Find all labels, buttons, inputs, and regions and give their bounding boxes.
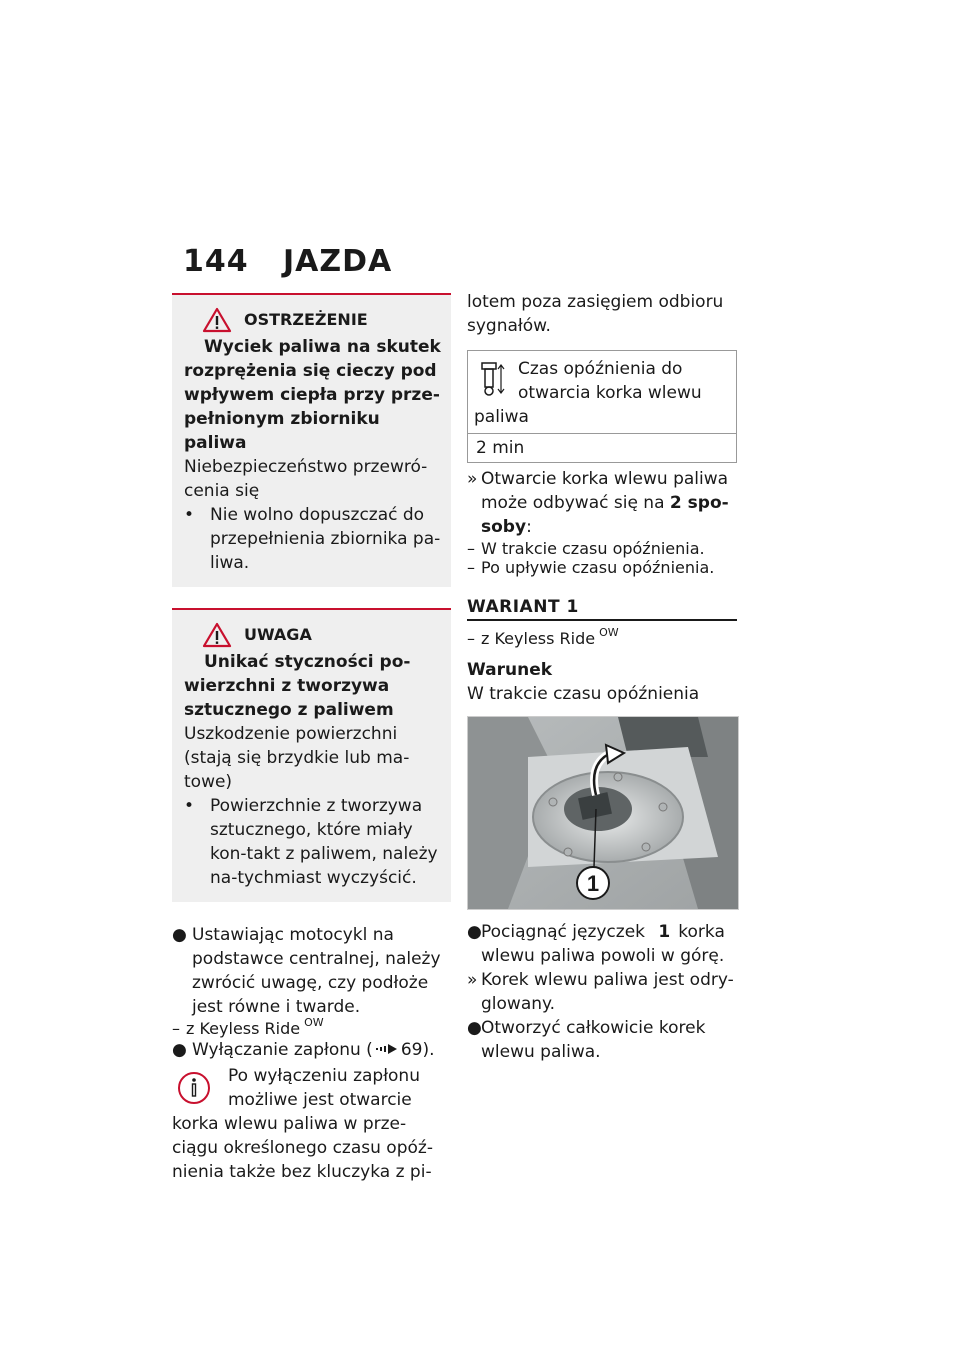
caution-box <box>172 608 451 902</box>
warning-box <box>172 293 451 587</box>
result-item: » Otwarcie korka wlewu paliwa może odbywać się na 2 spo-soby: <box>467 469 729 537</box>
table-label: Czas opóźnienia do otwarcia korka wlewu <box>518 359 702 403</box>
page-number: 144 <box>183 244 249 279</box>
step-item: ● Otworzyć całkowicie korek wlewu paliwa. <box>467 1018 706 1062</box>
condition-title: Warunek <box>467 660 553 680</box>
warning-triangle-icon <box>202 307 232 333</box>
option-item: – W trakcie czasu opóźnienia. <box>467 539 705 558</box>
fuel-filler-timer-icon <box>478 361 506 397</box>
spec-table <box>467 350 737 463</box>
continued-text: lotem poza zasięgiem odbioru sygnałów. <box>467 292 724 336</box>
fuel-cap-photo <box>467 716 739 910</box>
page-header <box>183 244 392 279</box>
caution-body: Uszkodzenie powierzchni (stają się brzydkie lub ma-towe) <box>184 724 410 792</box>
option-item: – z Keyless Ride $^{OW}$ <box>467 626 619 648</box>
info-note: Po wyłączeniu zapłonu możliwe jest otwarcie korka wlewu paliwa w prze-ciągu określonego czasu opóź-nienia także bez kluczyka z pi- <box>172 1066 433 1182</box>
step-item: ● Ustawiając motocykl na podstawce centralnej, należy zwrócić uwagę, czy podłoże jest równe i twarde. <box>172 925 441 1017</box>
variant-heading: WARIANT 1 <box>467 597 737 621</box>
result-item: » Korek wlewu paliwa jest odry-glowany. <box>467 970 734 1014</box>
option-item: – Po upływie czasu opóźnienia. <box>467 558 715 577</box>
photo-callout-label: 1 <box>586 871 600 896</box>
section-title: JAZDA <box>283 244 393 279</box>
option-item: – z Keyless Ride $^{OW}$ <box>172 1016 324 1038</box>
caution-title: UWAGA <box>244 625 312 644</box>
right-column <box>467 290 737 1064</box>
caution-heading: Unikać styczności po-wierzchni z tworzywa sztucznego z paliwem <box>184 652 411 720</box>
table-value: 2 min <box>476 438 525 458</box>
condition-text: W trakcie czasu opóźnienia <box>467 684 700 704</box>
step-item: ● Pociągnąć języczek 1 korka wlewu paliwa powoli w górę. <box>467 922 725 966</box>
warning-body: Niebezpieczeństwo przewró-cenia się <box>184 457 428 501</box>
warning-heading: Wyciek paliwa na skutek rozprężenia się cieczy pod wpływem ciepła przy prze-pełnionym zbiorniku paliwa <box>184 337 441 453</box>
warning-title: OSTRZEŻENIE <box>244 310 368 329</box>
info-icon <box>172 1070 216 1106</box>
warning-bullet: • Nie wolno dopuszczać do przepełnienia zbiornika pa-liwa. <box>184 505 441 573</box>
page-reference-arrow-icon <box>376 1043 398 1055</box>
table-label-cont: paliwa <box>474 407 529 427</box>
left-column <box>172 293 451 1184</box>
caution-bullet: • Powierzchnie z tworzywa sztucznego, które miały kon-takt z paliwem, należy na-tychmiast wyczyścić. <box>184 796 438 888</box>
step-item: ● Wyłączanie zapłonu ( 69). <box>172 1040 435 1060</box>
caution-triangle-icon <box>202 622 232 648</box>
